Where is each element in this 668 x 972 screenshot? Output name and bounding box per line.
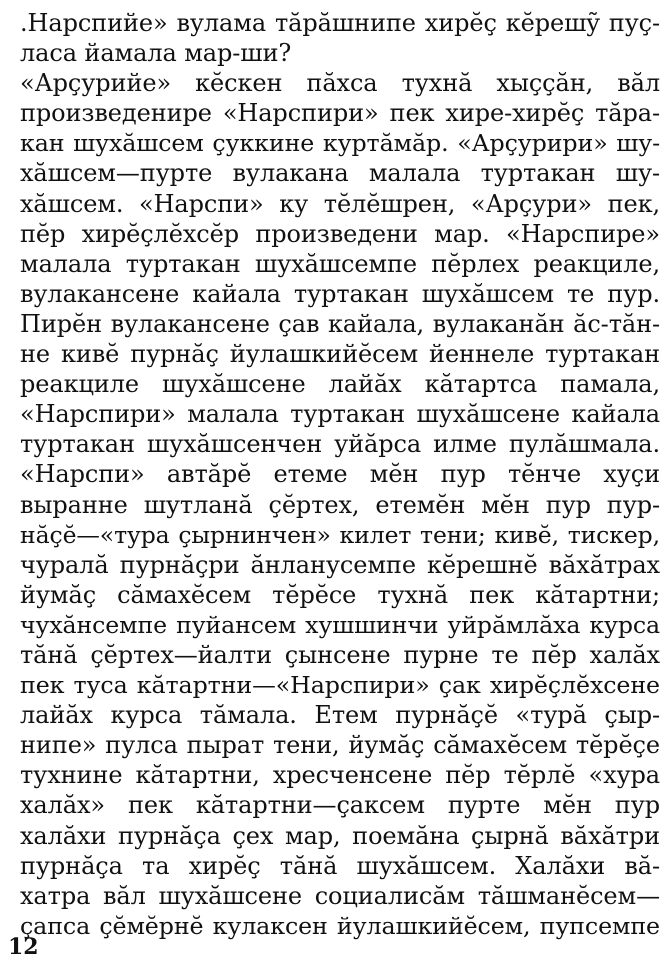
text-line: нăçĕ—«тура çырнинчен» килет тени; кивĕ, тискер,: [20, 520, 660, 549]
text-line: халăхи пурнăçа çех мар, поемăна çырнă вăхăтри: [20, 821, 660, 850]
text-line: «Нарспири» малала туртакан шухăшсене кайала: [20, 400, 660, 429]
text-line: халăх» пек кăтартни—çаксем пурте мĕн пур: [20, 791, 660, 820]
text-line: чухăнсемпе пуйансем хушшинчи уйрăмлăха курса: [20, 610, 660, 639]
body-text: [20, 8, 660, 941]
text-line: пурнăçа та хирĕç тăнă шухăшсем. Халăхи вă-: [20, 851, 660, 880]
text-line: «Нарспи» автăрĕ етеме мĕн пур тĕнче хуçи: [20, 460, 660, 489]
text-line: хăшсем—пурте вулакана малала туртакан шу-: [20, 159, 660, 188]
text-line: хăшсем. «Нарспи» ку тĕлĕшрен, «Арçури» пек,: [20, 189, 660, 218]
text-line: «Арçурийе» кĕскен пăхса тухнă хыççăн, вăл: [20, 69, 660, 98]
text-line: не кивĕ пурнăç йулашкийĕсем йеннеле туртакан: [20, 340, 660, 369]
text-line: пек туса кăтартни—«Нарспири» çак хирĕçлĕхсене: [20, 671, 660, 700]
text-line: тăнă çĕртех—йалти çынсене пурне те пĕр халăх: [20, 640, 660, 669]
text-line: лайăх курса тăмала. Етем пурнăçĕ «турă çыр-: [20, 701, 660, 730]
text-line: выранне шутланă çĕртех, етемĕн мĕн пур пур-: [20, 490, 660, 519]
text-line: произведенире «Нарспири» пек хире-хирĕç тăра-: [20, 99, 660, 128]
text-line: йумăç сăмахĕсем тĕрĕсе тухнă пек кăтартни;: [20, 580, 660, 609]
text-line: пĕр хирĕçлĕхсĕр произведени мар. «Нарспире»: [20, 219, 660, 248]
text-line: тухнине кăтартни, хресченсене пĕр тĕрлĕ «хура: [20, 761, 660, 790]
text-line: туртакан шухăшсенчен уйăрса илме пулăшмала.: [20, 430, 660, 459]
text-line: ласа йамала мар-ши?: [20, 39, 292, 68]
text-line: кан шухăшсем çуккине куртăмăр. «Арçурири» шу-: [20, 129, 660, 158]
text-line: реакциле шухăшсене лайăх кăтартса памала,: [20, 370, 660, 399]
text-line: .Нарспийе» вулама тăрăшнипе хирĕç кĕрешỹ пуç-: [20, 9, 660, 37]
text-line: чуралă пурнăçри ăнланусемпе кĕрешнĕ вăхăтрах: [20, 550, 660, 579]
text-line: Пирĕн вулакансене çав кайала, вулаканăн ăс-тăн-: [20, 309, 660, 338]
text-line: нипе» пулса пырат тени, йумăç сăмахĕсем тĕрĕçе: [20, 731, 660, 760]
text-line: хатра вăл шухăшсене социалисăм тăшманĕсем—: [20, 881, 660, 910]
page-number: 12: [8, 934, 39, 960]
text-line: çапса çĕмĕрнĕ кулаксен йулашкийĕсем, пупсемпе: [20, 911, 660, 940]
text-line: вулакансене кайала туртакан шухăшсем те пур.: [20, 279, 660, 308]
text-line: малала туртакан шухăшсемпе пĕрлех реакциле,: [20, 249, 660, 278]
